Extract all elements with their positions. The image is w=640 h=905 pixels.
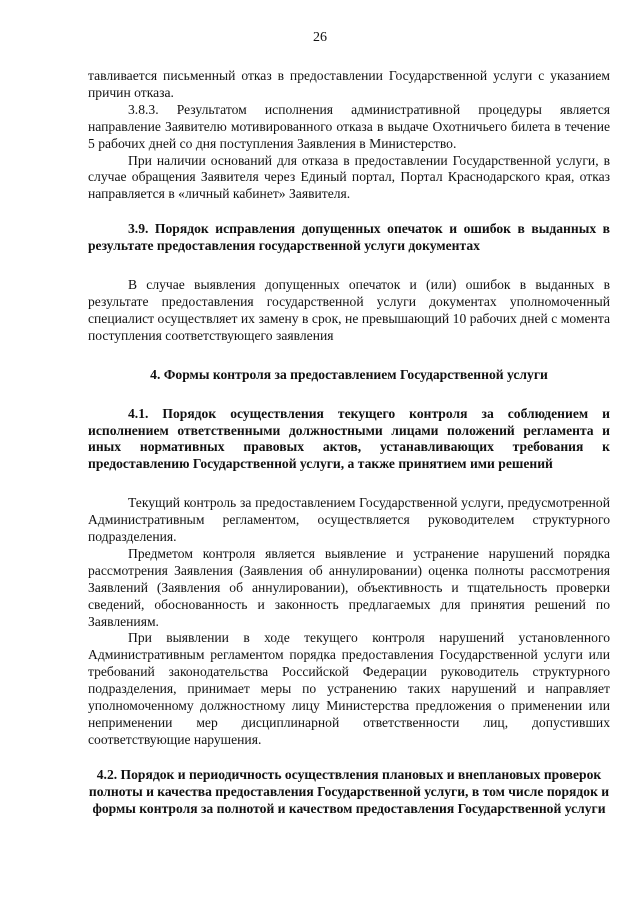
paragraph-3-8-3: 3.8.3. Результатом исполнения административной процедуры является направление Заявителю мотивированного отказа в выдаче Охотничьего билета в течение 5 рабочих дней со дня поступления Заявления в Министерство.	[88, 101, 610, 151]
spacer	[88, 749, 610, 767]
heading-4: 4. Формы контроля за предоставлением Государственной услуги	[150, 366, 548, 382]
spacer	[88, 473, 610, 495]
spacer	[88, 203, 610, 221]
spacer	[88, 384, 610, 406]
paragraph-control-subject: Предметом контроля является выявление и устранение нарушений порядка рассмотрения Заявления (Заявления об аннулировании) оценка полноты рассмотрения Заявлений (Заявления об аннулировании), объективность и тщательность проверки сведений, обоснованность и законность предлагаемых для принятия решений по Заявлениям.	[88, 545, 610, 629]
heading-3-9: 3.9. Порядок исправления допущенных опечаток и ошибок в выданных в результате предоставления государственной услуги документах	[88, 221, 610, 254]
heading-4-1: 4.1. Порядок осуществления текущего контроля за соблюдением и исполнением ответственными должностными лицами положений регламента и иных нормативных правовых актов, устанавливающих требования к предоставлению Государственной услуги, а также принятием ими решений	[88, 405, 610, 472]
heading-4-2: 4.2. Порядок и периодичность осуществления плановых и внеплановых проверок полноты и качества предоставления Государственной услуги, в том числе порядок и формы контроля за полнотой и качеством предоставления Государственной услуги	[88, 766, 610, 816]
spacer	[88, 255, 610, 277]
paragraph-violations: При выявлении в ходе текущего контроля нарушений установленного Административным регламентом порядка предоставления Государственной услуги или требований законодательства Российской Федерации руководитель структурного подразделения, принимает меры по устранению таких нарушений и направляет уполномоченному должностному лицу Министерства предложения о применении или неприменении мер дисциплинарной ответственности лиц, допустивших соответствующие нарушения.	[88, 630, 610, 747]
paragraph-current-control: Текущий контроль за предоставлением Государственной услуги, предусмотренной Административным регламентом, осуществляется руководителем структурного подразделения.	[88, 495, 610, 545]
page-number: 26	[313, 30, 327, 45]
paragraph-refusal-portal: При наличии оснований для отказа в предоставлении Государственной услуги, в случае обращения Заявителя через Единый портал, Портал Краснодарского края, отказ направляется в «личный кабинет» Заявителя.	[88, 152, 610, 202]
paragraph-continuation: тавливается письменный отказ в предоставлении Государственной услуги с указанием причин отказа.	[88, 68, 610, 100]
document-body	[88, 68, 610, 818]
spacer	[88, 345, 610, 367]
paragraph-errors-correction: В случае выявления допущенных опечаток и (или) ошибок в выданных в результате предоставления государственной услуги документах уполномоченный специалист осуществляет их замену в срок, не превышающий 10 рабочих дней с момента поступления соответствующего заявления	[88, 277, 610, 343]
